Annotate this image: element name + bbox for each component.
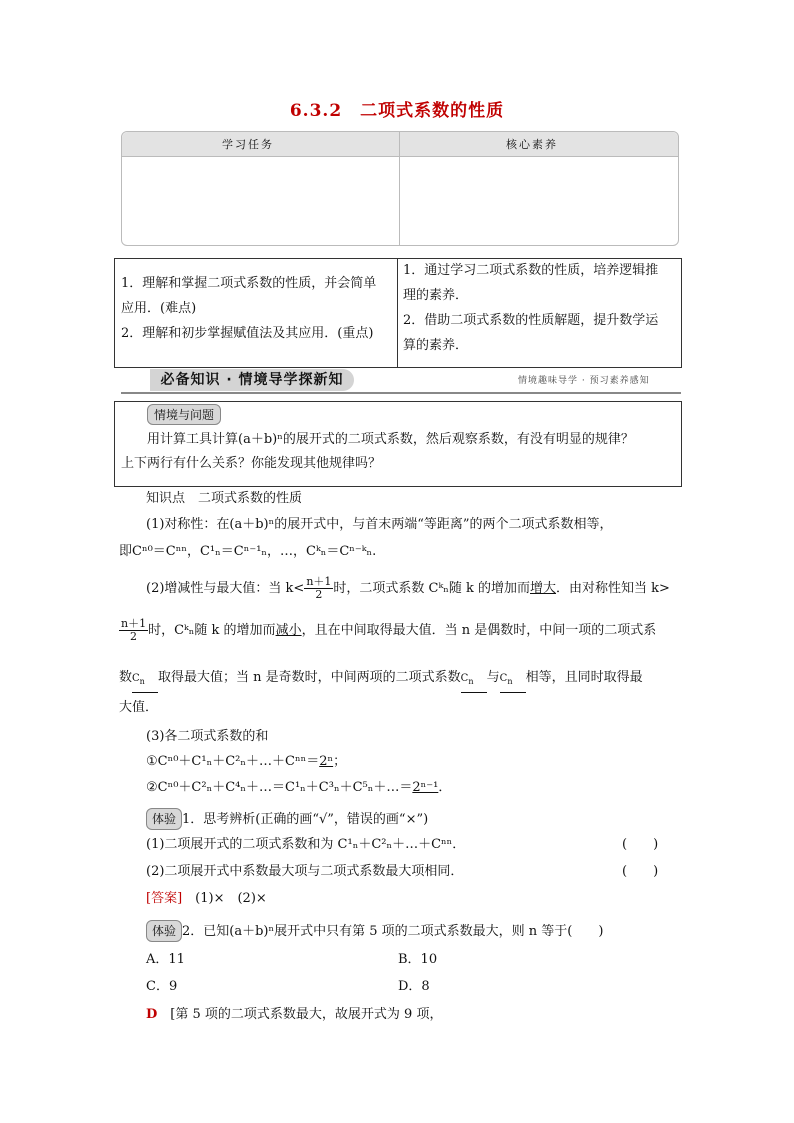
text: 与: [486, 670, 500, 685]
goal-right-line: 1．通过学习二项式系数的性质，培养逻辑推: [403, 263, 659, 278]
page-title: 6.3.2 二项式系数的性质: [289, 101, 505, 121]
option-d: D．8: [398, 979, 430, 994]
goals-left: [121, 271, 376, 346]
exp1-item: (2)二项展开式中系数最大项与二项式系数最大项相同．: [146, 864, 464, 879]
goal-left-line: 2．理解和初步掌握赋值法及其应用．(重点): [121, 326, 374, 341]
text: (2)增减性与最大值：当 k<: [146, 581, 305, 596]
answer-half-sum: 2ⁿ⁻¹: [412, 780, 439, 795]
sum-heading: (3)各二项式系数的和: [146, 729, 269, 744]
text: 2．已知(a＋b)ⁿ展开式中只有第 5 项的二项式系数最大，则 n 等于( ): [182, 924, 604, 939]
goals-table: [114, 258, 682, 368]
text: ．由对称性知当 k>: [556, 581, 670, 596]
sum-formula-2: [146, 778, 451, 798]
answer-sum: 2ⁿ: [319, 754, 334, 769]
text: 相等，且同时取得最: [525, 670, 643, 685]
frac-num: n＋1: [121, 617, 147, 630]
scene-tag: 情境与问题: [147, 404, 221, 425]
goal-right-line: 理的素养．: [403, 288, 469, 303]
answer-paren: ( ): [622, 864, 659, 879]
answer-text: (1)× (2)×: [195, 891, 267, 906]
symmetry-formula: 即Cⁿ⁰＝Cⁿⁿ，C¹ₙ＝Cⁿ⁻¹ₙ，…，Cᵏₙ＝Cⁿ⁻ᵏₙ.: [119, 544, 377, 559]
goal-right-line: 算的素养．: [403, 338, 469, 353]
task-table-divider: [399, 132, 400, 245]
option-a: A．11: [146, 952, 185, 967]
text: 时，二项式系数 Cᵏₙ随 k 的增加而: [333, 581, 531, 596]
answer-decrease: 减小: [275, 623, 302, 638]
knowledge-heading: 知识点 二项式系数的性质: [146, 491, 303, 506]
exp1-item: (1)二项展开式的二项式系数和为 C¹ₙ＋C²ₙ＋…＋Cⁿⁿ．: [146, 837, 466, 852]
exp2-tag: 体验: [146, 920, 182, 942]
answer-tag: [答案]: [146, 891, 183, 906]
text: 数: [119, 670, 133, 685]
text: 1．思考辨析(正确的画“√”，错误的画“×”): [182, 812, 429, 827]
fraction: [304, 576, 333, 601]
banner-subtitle: 情境趣味导学 · 预习素养感知: [518, 376, 650, 386]
answer-paren: ( ): [622, 837, 659, 852]
scene-line: 用计算工具计算(a＋b)ⁿ的展开式的二项式系数，然后观察系数，有没有明显的规律？: [147, 432, 634, 447]
scene-line: 上下两行有什么关系？你能发现其他规律吗？: [121, 456, 382, 471]
exp1-tag: 体验: [146, 808, 182, 830]
text: ，且在中间取得最大值．当 n 是偶数时，中间一项的二项式系: [301, 623, 657, 638]
fraction: [119, 618, 148, 643]
section-banner: 必备知识 · 情境导学探新知: [150, 369, 354, 391]
sum-formula-1: [146, 752, 346, 772]
literacy-col-header: 核心素养: [506, 138, 558, 151]
formula-blank: $C_n$: [132, 669, 158, 693]
task-table: [121, 131, 679, 246]
exp1-question: [146, 808, 428, 830]
task-table-header: [122, 132, 678, 157]
goals-right: [403, 258, 658, 358]
banner-rule: [121, 392, 681, 394]
formula-blank: $C_n$: [500, 669, 526, 693]
goal-left-line: 应用．(难点): [121, 301, 197, 316]
symmetry-line: (1)对称性：在(a＋b)ⁿ的展开式中，与首末两端“等距离”的两个二项式系数相等，: [146, 517, 613, 532]
option-c: C．9: [146, 979, 178, 994]
exp2-answer: [146, 1005, 442, 1025]
text: ；: [333, 754, 347, 769]
text: ①Cⁿ⁰＋C¹ₙ＋C²ₙ＋…＋Cⁿⁿ＝: [146, 754, 320, 769]
frac-num: n＋1: [306, 575, 332, 588]
formula-blank: $C_n$: [461, 669, 487, 693]
goal-left-line: 1．理解和掌握二项式系数的性质，并会简单: [121, 276, 377, 291]
answer-increase: 增大: [530, 581, 557, 596]
monotonic-line-4: 大值．: [119, 700, 159, 715]
answer-text: [第 5 项的二项式系数最大，故展开式为 9 项，: [170, 1007, 443, 1022]
frac-den: 2: [315, 588, 323, 601]
exp2-question: [146, 920, 603, 942]
option-b: B．10: [398, 952, 438, 967]
frac-den: 2: [130, 630, 138, 643]
task-col-header: 学习任务: [222, 138, 274, 151]
answer-letter: D: [146, 1007, 158, 1022]
monotonic-line-3: [119, 668, 643, 693]
text: ．: [438, 780, 452, 795]
goals-divider: [397, 259, 398, 367]
exp1-answer: [146, 889, 267, 909]
monotonic-line: [146, 576, 670, 601]
text: ②Cⁿ⁰＋C²ₙ＋C⁴ₙ＋…＝C¹ₙ＋C³ₙ＋C⁵ₙ＋…＝: [146, 780, 413, 795]
text: 时，Cᵏₙ随 k 的增加而: [148, 623, 276, 638]
scene-box: [114, 401, 682, 487]
monotonic-line-2: [119, 618, 656, 643]
text: 取得最大值；当 n 是奇数时，中间两项的二项式系数: [158, 670, 461, 685]
goal-right-line: 2．借助二项式系数的性质解题，提升数学运: [403, 313, 659, 328]
